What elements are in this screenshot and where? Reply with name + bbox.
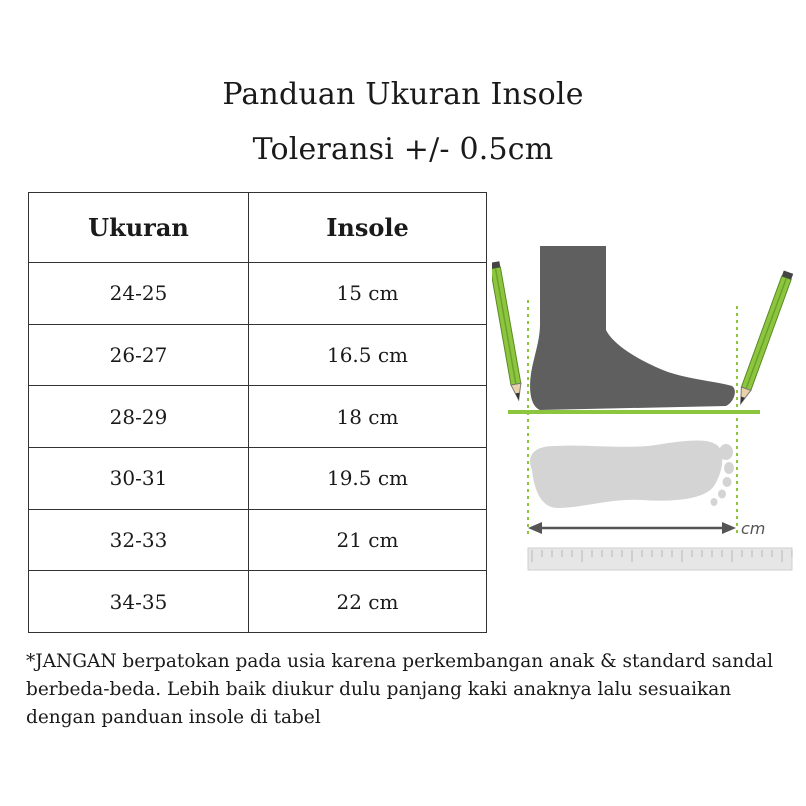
size-table	[28, 192, 487, 633]
footprint-icon	[530, 441, 734, 509]
cell-ukuran: 30-31	[29, 447, 249, 509]
usage-note: *JANGAN berpatokan pada usia karena perkembangan anak & standard sandal berbeda-beda. Lebih baik diukur dulu panjang kaki anaknya lalu sesuaikan dengan panduan insole di tabel	[26, 651, 773, 728]
table-header-row	[29, 193, 487, 263]
cell-insole: 16.5 cm	[249, 324, 487, 386]
cell-ukuran: 34-35	[29, 571, 249, 633]
cell-ukuran: 32-33	[29, 509, 249, 571]
pencil-icon	[492, 261, 524, 401]
measurement-arrow	[528, 522, 736, 534]
cell-insole: 21 cm	[249, 509, 487, 571]
table-row	[29, 386, 487, 448]
page-title: Panduan Ukuran Insole	[222, 77, 584, 112]
cell-ukuran: 28-29	[29, 386, 249, 448]
tolerance-subtitle: Toleransi +/- 0.5cm	[252, 132, 554, 167]
table-row	[29, 324, 487, 386]
column-header-ukuran: Ukuran	[29, 193, 249, 263]
table-row	[29, 509, 487, 571]
cell-insole: 19.5 cm	[249, 447, 487, 509]
cell-ukuran: 26-27	[29, 324, 249, 386]
table-row	[29, 447, 487, 509]
cell-insole: 18 cm	[249, 386, 487, 448]
cell-insole: 22 cm	[249, 571, 487, 633]
foot-measurement-illustration	[492, 238, 798, 578]
pencil-icon	[736, 270, 793, 405]
table-row	[29, 571, 487, 633]
unit-label: cm	[741, 519, 766, 538]
cell-insole: 15 cm	[249, 263, 487, 325]
column-header-insole: Insole	[249, 193, 487, 263]
cell-ukuran: 24-25	[29, 263, 249, 325]
ruler-icon	[528, 548, 792, 570]
foot-side-view-icon	[530, 246, 735, 410]
table-row	[29, 263, 487, 325]
